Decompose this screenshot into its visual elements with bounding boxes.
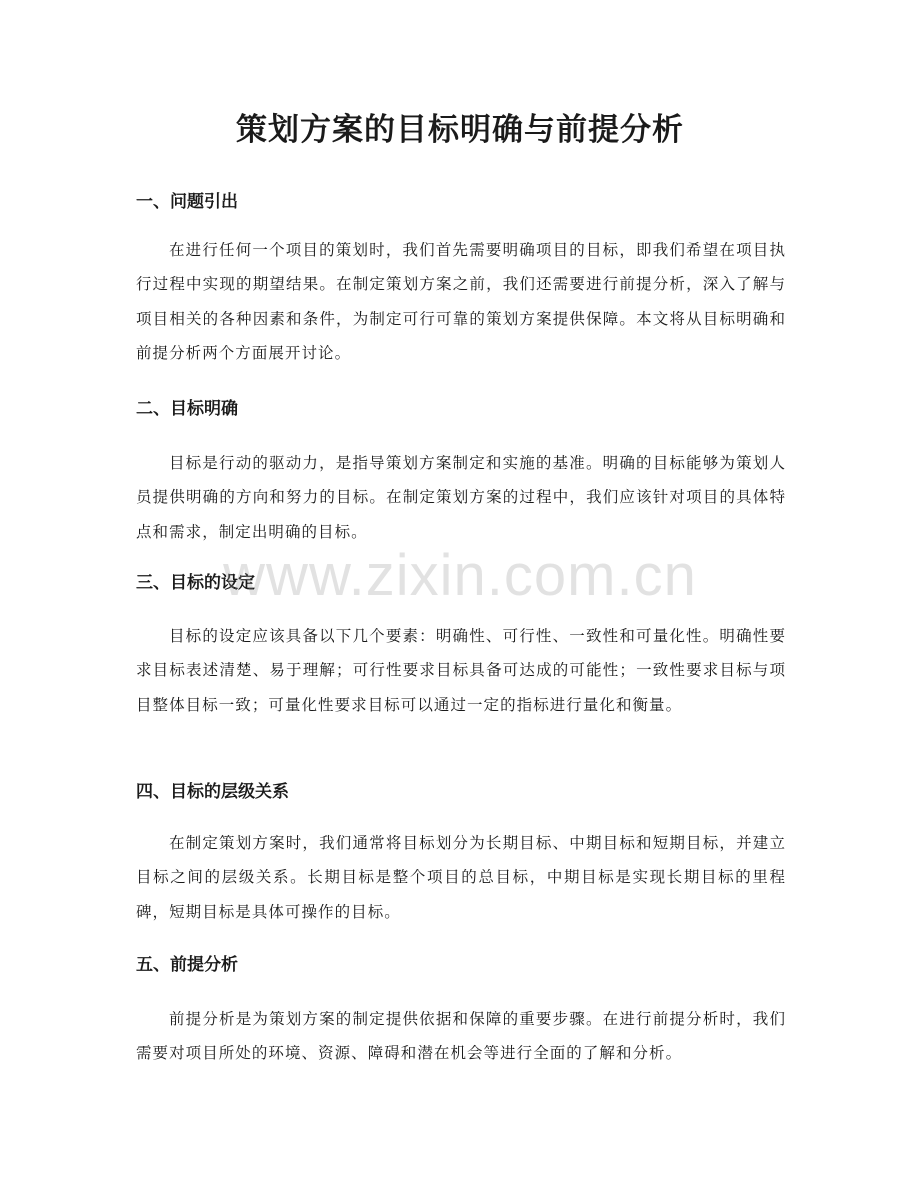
section-heading-1: 一、问题引出: [136, 192, 238, 212]
section-heading-4: 四、目标的层级关系: [136, 782, 289, 802]
section-heading-3: 三、目标的设定: [136, 573, 255, 593]
section-paragraph-1: 在进行任何一个项目的策划时，我们首先需要明确项目的目标，即我们希望在项目执行过程中实现的期望结果。在制定策划方案之前，我们还需要进行前提分析，深入了解与项目相关的各种因素和条件，为制定可行可靠的策划方案提供保障。本文将从目标明确和前提分析两个方面展开讨论。: [136, 241, 786, 363]
section-paragraph-2: 目标是行动的驱动力，是指导策划方案制定和实施的基准。明确的目标能够为策划人员提供明确的方向和努力的目标。在制定策划方案的过程中，我们应该针对项目的具体特点和需求，制定出明确的目标。: [136, 454, 786, 541]
document-title: 策划方案的目标明确与前提分析: [236, 112, 684, 148]
section-heading-5: 五、前提分析: [136, 955, 238, 975]
section-paragraph-5: 前提分析是为策划方案的制定提供依据和保障的重要步骤。在进行前提分析时，我们需要对项目所处的环境、资源、障碍和潜在机会等进行全面的了解和分析。: [136, 1010, 786, 1063]
watermark-text: www.zixin.com.cn: [223, 543, 697, 608]
section-paragraph-3: 目标的设定应该具备以下几个要素：明确性、可行性、一致性和可量化性。明确性要求目标表述清楚、易于理解；可行性要求目标具备可达成的可能性；一致性要求目标与项目整体目标一致；可量化性要求目标可以通过一定的指标进行量化和衡量。: [136, 627, 786, 714]
section-heading-2: 二、目标明确: [136, 399, 238, 419]
section-paragraph-4: 在制定策划方案时，我们通常将目标划分为长期目标、中期目标和短期目标，并建立目标之间的层级关系。长期目标是整个项目的总目标，中期目标是实现长期目标的里程碑，短期目标是具体可操作的目标。: [136, 834, 786, 921]
